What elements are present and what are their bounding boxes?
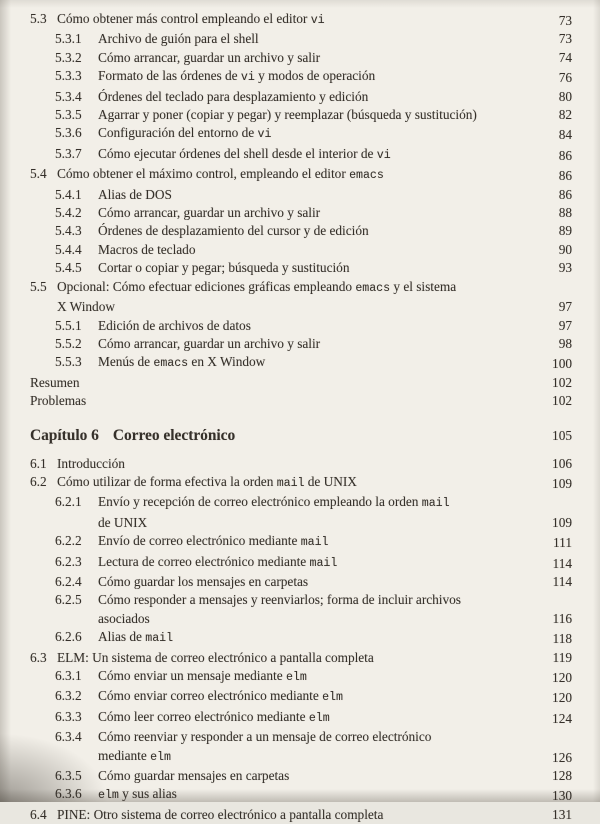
entry-text xyxy=(98,628,538,648)
entry-line: asociados xyxy=(98,610,150,626)
toc-entry xyxy=(30,425,572,446)
toc-entry xyxy=(30,67,572,87)
entry-number: 6.3.2 xyxy=(55,688,82,704)
entry-line: Configuración del entorno de vi xyxy=(98,125,272,142)
entry-page-number: 114 xyxy=(552,573,572,589)
entry-page-number: 100 xyxy=(552,356,572,372)
entry-page-number: 118 xyxy=(552,631,572,647)
entry-text xyxy=(57,473,538,493)
entry-line: Alias de DOS xyxy=(98,186,172,202)
entry-line: Agarrar y poner (copiar y pegar) y reemplazar (búsqueda y sustitución) xyxy=(98,107,477,123)
toc-entry xyxy=(30,165,572,185)
entry-page-number: 114 xyxy=(552,555,572,571)
mono-term: vi xyxy=(257,128,272,142)
entry-page-number: 73 xyxy=(558,13,572,28)
entry-line: Macros de teclado xyxy=(98,241,196,257)
entry-text xyxy=(98,259,538,277)
toc-entry xyxy=(30,222,572,240)
entry-text xyxy=(98,30,538,48)
entry-number: 5.5.3 xyxy=(55,354,82,370)
entry-text xyxy=(98,317,538,335)
toc-entry xyxy=(30,573,572,591)
entry-text xyxy=(57,278,538,317)
mono-term: elm xyxy=(150,750,171,764)
entry-number: 6.1 xyxy=(30,455,47,471)
entry-number: 6.3.6 xyxy=(55,786,82,802)
mono-term: mail xyxy=(421,497,450,511)
entry-line: Cómo obtener el máximo control, empleando el editor emacs xyxy=(57,166,384,183)
entry-text xyxy=(98,186,538,204)
entry-line: Correo electrónico xyxy=(112,426,236,444)
entry-page-number: 74 xyxy=(558,49,572,65)
entry-number: 5.5 xyxy=(30,278,47,294)
toc-entry xyxy=(30,493,572,532)
toc-list xyxy=(30,10,572,824)
entry-text xyxy=(98,124,538,144)
toc-entry xyxy=(30,687,572,707)
entry-line: ELM: Un sistema de correo electrónico a pantalla completa xyxy=(57,649,374,665)
entry-line: Envío y recepción de correo electrónico empleando la orden mail xyxy=(98,494,450,511)
entry-line: Archivo de guión para el shell xyxy=(98,31,259,47)
toc-entry xyxy=(30,10,572,30)
entry-line: Cómo guardar mensajes en carpetas xyxy=(98,768,290,784)
toc-entry xyxy=(30,532,572,552)
entry-text xyxy=(98,532,538,552)
entry-line: Cómo leer correo electrónico mediante elm xyxy=(98,708,330,725)
entry-number: 5.3.6 xyxy=(55,125,82,141)
entry-line: Cómo guardar los mensajes en carpetas xyxy=(98,573,309,589)
mono-term: emacs xyxy=(153,357,189,371)
entry-page-number: 86 xyxy=(558,147,572,163)
entry-text xyxy=(98,708,538,728)
mono-term: vi xyxy=(376,148,391,162)
entry-number: 6.4 xyxy=(30,806,47,822)
entry-page-number: 89 xyxy=(558,223,572,239)
toc-entry xyxy=(30,392,572,410)
entry-page-number: 76 xyxy=(558,70,572,86)
entry-text xyxy=(98,493,538,532)
entry-number: 5.3.2 xyxy=(55,49,82,65)
entry-text xyxy=(98,353,538,373)
entry-number: 6.2.1 xyxy=(55,494,82,510)
toc-entry xyxy=(30,106,572,124)
entry-number: 6.2.6 xyxy=(55,629,82,645)
toc-entry xyxy=(30,88,572,106)
entry-text xyxy=(98,67,538,87)
mono-term: vi xyxy=(240,71,255,85)
toc-entry xyxy=(30,278,572,317)
entry-number: 5.4.1 xyxy=(55,186,82,202)
entry-page-number: 86 xyxy=(558,186,572,202)
entry-page-number: 90 xyxy=(558,241,572,257)
entry-line: Cómo enviar un mensaje mediante elm xyxy=(98,668,307,684)
toc-entry xyxy=(30,728,572,767)
toc-entry xyxy=(30,186,572,204)
entry-line: Cómo responder a mensajes y reenviarlos; forma de incluir archivos xyxy=(98,592,461,608)
entry-line: Cómo arrancar, guardar un archivo y salir xyxy=(98,335,321,351)
toc-entry xyxy=(30,553,572,573)
entry-page-number: 93 xyxy=(558,260,572,276)
entry-line: Alias de mail xyxy=(98,629,174,646)
entry-page-number: 120 xyxy=(552,670,572,685)
entry-line: Menús de emacs en X Window xyxy=(98,354,266,371)
entry-page-number: 82 xyxy=(558,107,572,123)
toc-entry xyxy=(30,30,572,48)
toc-entry xyxy=(30,785,572,805)
mono-term: elm xyxy=(322,691,343,705)
entry-text xyxy=(98,49,538,67)
entry-text xyxy=(98,687,538,707)
toc-entry xyxy=(30,204,572,222)
entry-text xyxy=(57,165,538,185)
entry-line: Problemas xyxy=(30,393,87,409)
entry-number: 5.3.3 xyxy=(55,68,82,84)
toc-entry xyxy=(30,124,572,144)
entry-page-number: 98 xyxy=(558,335,572,351)
entry-line: Órdenes del teclado para desplazamiento y edición xyxy=(98,88,369,104)
entry-line: Lectura de correo electrónico mediante mail xyxy=(98,553,338,570)
entry-text xyxy=(98,241,538,259)
entry-text xyxy=(98,335,538,353)
entry-number: Capítulo 6 xyxy=(30,426,99,444)
toc-entry xyxy=(30,259,572,277)
toc-entry xyxy=(30,353,572,373)
entry-text xyxy=(98,591,538,628)
entry-text xyxy=(30,374,538,392)
mono-term: emacs xyxy=(355,281,391,295)
mono-term: mail xyxy=(300,536,329,550)
entry-line: X Window xyxy=(57,299,115,315)
entry-number: 5.4.4 xyxy=(55,241,82,257)
entry-page-number: 120 xyxy=(552,690,572,706)
mono-term: emacs xyxy=(349,169,384,183)
toc-entry xyxy=(30,473,572,493)
entry-page-number: 86 xyxy=(558,168,572,184)
entry-number: 6.3.1 xyxy=(55,668,82,683)
entry-number: 5.3 xyxy=(30,11,47,26)
mono-term: elm xyxy=(308,711,330,725)
entry-line: PINE: Otro sistema de correo electrónico a pantalla completa xyxy=(57,806,384,822)
entry-line: elm y sus alias xyxy=(98,786,177,803)
entry-page-number: 105 xyxy=(552,427,572,443)
mono-term: mail xyxy=(145,632,174,646)
entry-text xyxy=(98,204,538,222)
entry-page-number: 124 xyxy=(552,710,572,726)
entry-page-number: 119 xyxy=(552,649,572,665)
toc-entry xyxy=(30,335,572,353)
toc-entry xyxy=(30,628,572,648)
entry-page-number: 97 xyxy=(558,317,572,333)
entry-page-number: 80 xyxy=(558,88,572,104)
entry-text xyxy=(98,785,538,805)
entry-number: 5.3.7 xyxy=(55,145,82,161)
toc-entry xyxy=(30,767,572,785)
entry-number: 5.4.3 xyxy=(55,223,82,239)
entry-number: 5.3.4 xyxy=(55,88,82,104)
mono-term: elm xyxy=(285,671,307,684)
entry-page-number: 84 xyxy=(558,127,572,143)
entry-number: 5.3.1 xyxy=(55,31,82,47)
entry-line: Opcional: Cómo efectuar ediciones gráficas empleando emacs y el sistema xyxy=(57,278,457,295)
entry-number: 5.5.2 xyxy=(55,335,82,351)
toc-entry xyxy=(30,374,572,392)
entry-page-number: 126 xyxy=(552,749,572,765)
toc-entry xyxy=(30,241,572,259)
entry-number: 6.3.3 xyxy=(55,708,82,724)
entry-line: Edición de archivos de datos xyxy=(98,317,251,333)
entry-page-number: 73 xyxy=(558,31,572,47)
entry-page-number: 102 xyxy=(552,393,572,409)
toc-entry xyxy=(30,317,572,335)
entry-page-number: 130 xyxy=(552,788,572,804)
entry-number: 6.2.4 xyxy=(55,573,82,589)
entry-text xyxy=(98,767,538,785)
mono-term: mail xyxy=(276,476,305,490)
entry-page-number: 116 xyxy=(552,610,572,626)
entry-text xyxy=(98,728,538,767)
entry-line: Envío de correo electrónico mediante mail xyxy=(98,533,329,550)
entry-line: de UNIX xyxy=(98,514,148,530)
entry-text xyxy=(98,145,538,165)
mono-term: mail xyxy=(309,556,338,570)
entry-text xyxy=(98,106,538,124)
entry-number: 6.2.3 xyxy=(55,553,82,569)
entry-page-number: 97 xyxy=(558,299,572,315)
entry-page-number: 131 xyxy=(552,806,572,822)
toc-entry xyxy=(30,708,572,728)
entry-line: Introducción xyxy=(57,455,125,471)
entry-line: Cómo enviar correo electrónico mediante elm xyxy=(98,688,343,705)
mono-term: vi xyxy=(310,14,325,27)
entry-line: Cómo utilizar de forma efectiva la orden mail de UNIX xyxy=(57,473,357,490)
entry-number: 6.3.5 xyxy=(55,768,82,784)
toc-entry xyxy=(30,591,572,628)
entry-number: 5.5.1 xyxy=(55,317,82,333)
entry-text xyxy=(98,88,538,106)
entry-text xyxy=(57,10,538,30)
entry-text xyxy=(57,455,538,473)
entry-line: Órdenes de desplazamiento del cursor y de edición xyxy=(98,223,369,239)
entry-page-number: 106 xyxy=(552,455,572,471)
entry-line: Cómo obtener más control empleando el editor vi xyxy=(57,11,325,27)
entry-text xyxy=(113,425,538,446)
entry-line: Cortar o copiar y pegar; búsqueda y sustitución xyxy=(98,260,350,276)
entry-text xyxy=(57,649,538,667)
entry-line: Resumen xyxy=(30,374,80,390)
entry-text xyxy=(57,806,538,824)
entry-text xyxy=(98,573,538,591)
toc-entry xyxy=(30,49,572,67)
toc-entry xyxy=(30,649,572,667)
entry-number: 6.3 xyxy=(30,649,47,665)
entry-line: Cómo reenviar y responder a un mensaje de correo electrónico xyxy=(98,729,432,745)
entry-text xyxy=(30,392,538,410)
entry-line: Cómo arrancar, guardar un archivo y salir xyxy=(98,49,321,65)
toc-entry xyxy=(30,806,572,824)
entry-page-number: 128 xyxy=(552,768,572,784)
entry-number: 5.4 xyxy=(30,166,47,182)
entry-number: 5.3.5 xyxy=(55,107,82,123)
entry-number: 6.3.4 xyxy=(55,729,82,745)
entry-number: 6.2 xyxy=(30,473,47,489)
entry-page-number: 109 xyxy=(552,514,572,530)
entry-number: 6.2.5 xyxy=(55,592,82,608)
entry-text xyxy=(98,222,538,240)
entry-text xyxy=(98,667,538,687)
entry-line: Formato de las órdenes de vi y modos de operación xyxy=(98,68,376,85)
entry-line: Cómo ejecutar órdenes del shell desde el interior de vi xyxy=(98,145,391,162)
entry-page-number: 102 xyxy=(552,374,572,390)
entry-page-number: 111 xyxy=(553,535,572,551)
toc-entry xyxy=(30,455,572,473)
entry-page-number: 88 xyxy=(558,205,572,221)
entry-page-number: 109 xyxy=(552,475,572,491)
toc-entry xyxy=(30,667,572,687)
entry-line: Cómo arrancar, guardar un archivo y salir xyxy=(98,205,321,221)
entry-line: mediante elm xyxy=(98,747,171,764)
toc-entry xyxy=(30,145,572,165)
entry-number: 5.4.5 xyxy=(55,260,82,276)
entry-number: 6.2.2 xyxy=(55,533,82,549)
entry-text xyxy=(98,553,538,573)
mono-term: elm xyxy=(98,789,119,803)
entry-number: 5.4.2 xyxy=(55,205,82,221)
